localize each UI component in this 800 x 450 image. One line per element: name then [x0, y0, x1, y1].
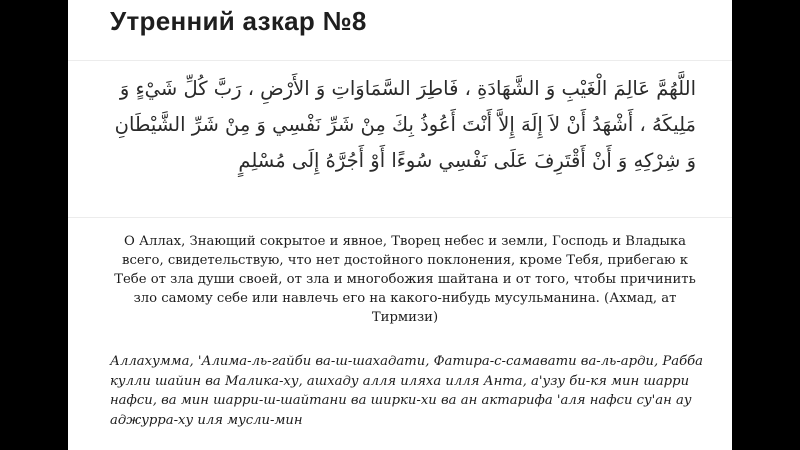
- transliteration-text: Аллахумма, 'Алима-ль-гайби ва-ш-шахадати, Фатира-с-самавати ва-ль-арди, Рабба кулли шайин ва Малика-ху, ашхаду алля иляха илля Анта, а'узу би-кя мин шарри нафси, ва мин шарри-ш-шайтани ва ширки-хи ва ан актарифа 'аля нафси су'ан ау аджурра-ху иля мусли-мин: [110, 354, 704, 428]
- arabic-dua-text: اللَّهُمَّ عَالِمَ الْغَيْبِ وَ الشَّهَادَةِ ، فَاطِرَ السَّمَاوَاتِ وَ الأَرْضِ ، رَبَّ كُلِّ شَيْءٍ وَ مَلِيكَهُ ، أَشْهَدُ أَنْ لاَ إِلَهَ إِلاَّ أَنْتَ أَعُوذُ بِكَ مِنْ شَرِّ نَفْسِي وَ مِنْ شَرِّ الشَّيْطَانِ وَ شِرْكِهِ وَ أَنْ أَقْتَرِفَ عَلَى نَفْسِي سُوءًا أَوْ أَجُرَّهُ إِلَى مُسْلِمٍ: [114, 77, 696, 172]
- content-page: [68, 0, 732, 450]
- page-title: Утренний азкар №8: [110, 6, 367, 36]
- translation-text: О Аллах, Знающий сокрытое и явное, Творец небес и земли, Господь и Владыка всего, свидетельствую, что нет достойного поклонения, кроме Тебя, прибегаю к Тебе от зла души своей, от зла и многобожия шайтана и от того, чтобы причинить зло самому себе или навлечь его на какого-нибудь мусульманина. (Ахмад, ат Тирмизи): [114, 234, 696, 325]
- arabic-text-block: [68, 60, 732, 218]
